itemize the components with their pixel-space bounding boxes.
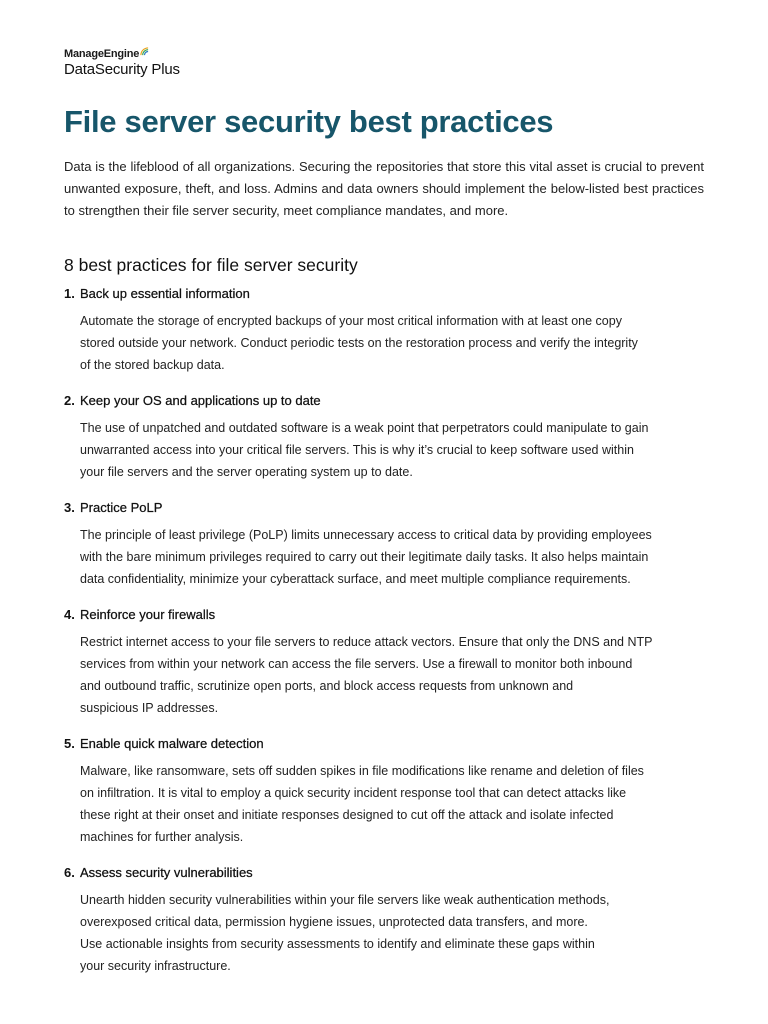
- best-practices-list: [64, 284, 704, 977]
- list-item: [64, 391, 704, 483]
- intro-paragraph: Data is the lifeblood of all organizations. Securing the repositories that store this vital asset is crucial to prevent unwanted exposure, theft, and loss. Admins and data owners should implement the below-listed best practices to strengthen their file server security, meet compliance mandates, and more.: [64, 159, 704, 218]
- list-item: [64, 284, 704, 376]
- brand-logo: [64, 48, 180, 78]
- brand-arc-icon: [140, 47, 149, 56]
- list-item: [64, 734, 704, 848]
- item-title: 2. Keep your OS and applications up to date: [64, 393, 321, 408]
- item-title: 3. Practice PoLP: [64, 500, 163, 515]
- item-title: 4. Reinforce your firewalls: [64, 607, 216, 622]
- item-body: Automate the storage of encrypted backups of your most critical information with at least one copy stored outside your network. Conduct periodic tests on the restoration process and verify the integrity of the stored backup data.: [80, 314, 638, 372]
- item-title: 1. Back up essential information: [64, 286, 250, 301]
- item-body: Restrict internet access to your file servers to reduce attack vectors. Ensure that only the DNS and NTP services from within your network can access the file servers. Use a firewall to monitor both inbound and outbound traffic, scrutinize open ports, and block access requests from unknown and suspicious IP addresses.: [80, 635, 653, 715]
- list-item: [64, 605, 704, 719]
- item-title: 5. Enable quick malware detection: [64, 736, 264, 751]
- list-item: [64, 498, 704, 590]
- item-body: The principle of least privilege (PoLP) limits unnecessary access to critical data by providing employees with the bare minimum privileges required to carry out their legitimate daily tasks. It also helps maintain data confidentiality, minimize your cyberattack surface, and meet multiple compliance requirements.: [80, 528, 652, 586]
- list-item: [64, 863, 704, 977]
- item-body: Malware, like ransomware, sets off sudden spikes in file modifications like rename and deletion of files on infiltration. It is vital to employ a quick security incident response tool that can detect attacks like these right at their onset and initiate responses designed to cut off the attack and isolate infected machines for further analysis.: [80, 764, 644, 844]
- item-body: The use of unpatched and outdated software is a weak point that perpetrators could manipulate to gain unwarranted access into your critical file servers. This is why it’s crucial to keep software used within your file servers and the server operating system up to date.: [80, 421, 649, 479]
- page-title: File server security best practices: [64, 104, 554, 139]
- section-heading: 8 best practices for file server security: [64, 255, 358, 275]
- item-title: 6. Assess security vulnerabilities: [64, 865, 253, 880]
- item-body: Unearth hidden security vulnerabilities within your file servers like weak authentication methods, overexposed critical data, permission hygiene issues, unprotected data transfers, and more. Use actionable insights from security assessments to identify and eliminate these gaps within your security infrastructure.: [80, 893, 610, 973]
- brand-product-name: DataSecurity Plus: [64, 61, 180, 78]
- brand-top-text: ManageEngine: [64, 48, 140, 60]
